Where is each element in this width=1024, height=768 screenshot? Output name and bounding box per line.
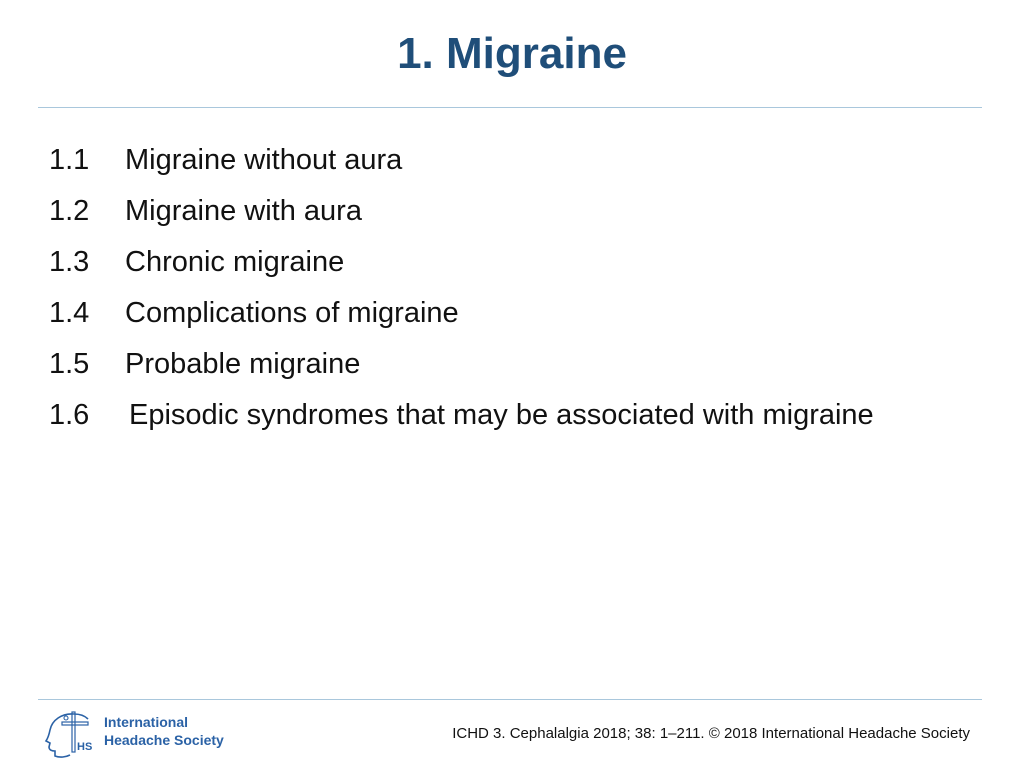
list-item bbox=[49, 339, 989, 390]
item-number: 1.1 bbox=[49, 144, 90, 176]
item-label: Probable migraine bbox=[125, 348, 361, 380]
list-item bbox=[49, 186, 989, 237]
ihs-head-logo-icon bbox=[44, 710, 102, 760]
item-label: Episodic syndromes that may be associated with migraine bbox=[129, 399, 874, 431]
slide-title: 1. Migraine bbox=[397, 29, 627, 78]
list-item bbox=[49, 390, 989, 441]
list-item bbox=[49, 237, 989, 288]
logo-line-international: International bbox=[104, 714, 189, 730]
list-item bbox=[49, 135, 989, 186]
item-label: Chronic migraine bbox=[125, 246, 345, 278]
citation-text: ICHD 3. Cephalalgia 2018; 38: 1–211. © 2018 International Headache Society bbox=[452, 725, 970, 742]
title-divider bbox=[38, 107, 982, 108]
logo-line-headache-society: Headache Society bbox=[104, 732, 224, 748]
item-number: 1.5 bbox=[49, 348, 90, 380]
item-number: 1.4 bbox=[49, 297, 90, 329]
migraine-subtype-list bbox=[49, 135, 989, 441]
footer-divider bbox=[38, 699, 982, 700]
item-label: Migraine with aura bbox=[125, 195, 362, 227]
item-number: 1.6 bbox=[49, 399, 90, 431]
item-number: 1.3 bbox=[49, 246, 90, 278]
logo-wordmark bbox=[104, 713, 224, 749]
svg-text:HS: HS bbox=[77, 741, 93, 753]
item-label: Complications of migraine bbox=[125, 297, 459, 329]
item-number: 1.2 bbox=[49, 195, 90, 227]
list-item bbox=[49, 288, 989, 339]
ihs-logo bbox=[44, 710, 234, 760]
item-label: Migraine without aura bbox=[125, 144, 403, 176]
